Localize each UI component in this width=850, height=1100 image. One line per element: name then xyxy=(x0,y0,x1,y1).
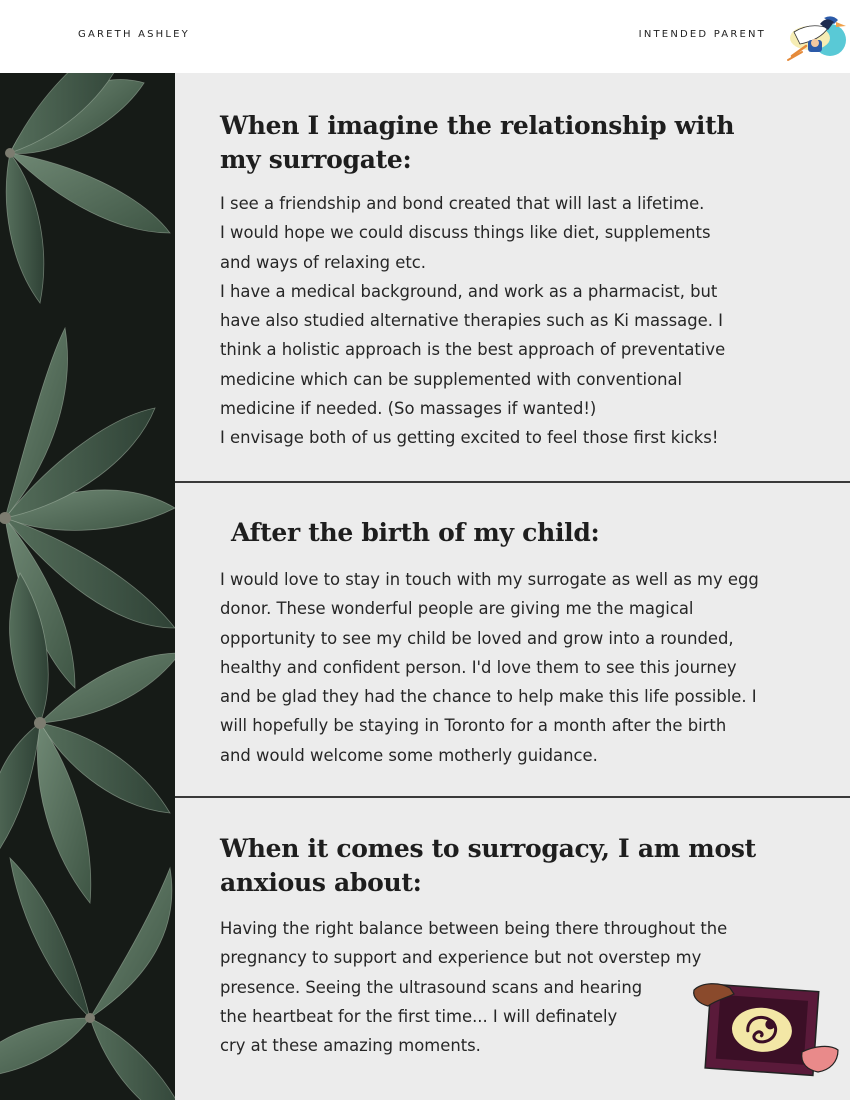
section-body-anxious: Having the right balance between being there throughout the pregnancy to support and experience but not overstep my presence. Seeing the ultrasound scans and hearing the heartbeat for the first time... I will definately cry at these amazing moments. xyxy=(220,919,728,1056)
ultrasound-scan-icon xyxy=(690,978,840,1080)
section-heading-relationship: When I imagine the relationship with my surrogate: xyxy=(220,111,735,174)
section-heading-anxious: When it comes to surrogacy, I am most anxious about: xyxy=(220,834,756,897)
section-body-relationship: I see a friendship and bond created that will last a lifetime. I would hope we could discuss things like diet, supplements and ways of relaxing etc. I have a medical background, and work as a pharmacist, but have also studied alternative therapies such as Ki massage. I think a holistic approach is the best approach of preventative medicine which can be supplemented with conventional medicine if needed. (So massages if wanted!) I envisage both of us getting excited to feel those first kicks! xyxy=(220,194,726,448)
section-heading-after-birth: After the birth of my child: xyxy=(231,518,600,547)
author-name: GARETH ASHLEY xyxy=(78,29,190,40)
page-header xyxy=(0,0,850,73)
stork-baby-icon xyxy=(780,10,848,68)
section-divider-2 xyxy=(175,796,850,798)
author-role: INTENDED PARENT xyxy=(638,29,766,40)
leaves-photo xyxy=(0,73,175,1100)
section-divider-1 xyxy=(175,481,850,483)
section-body-after-birth: I would love to stay in touch with my surrogate as well as my egg donor. These wonderful people are giving me the magical opportunity to see my child be loved and grow into a rounded, healthy and confident person. I'd love them to see this journey and be glad they had the chance to help make this life possible. I will hopefully be staying in Toronto for a month after the birth and would welcome some motherly guidance. xyxy=(220,570,759,765)
